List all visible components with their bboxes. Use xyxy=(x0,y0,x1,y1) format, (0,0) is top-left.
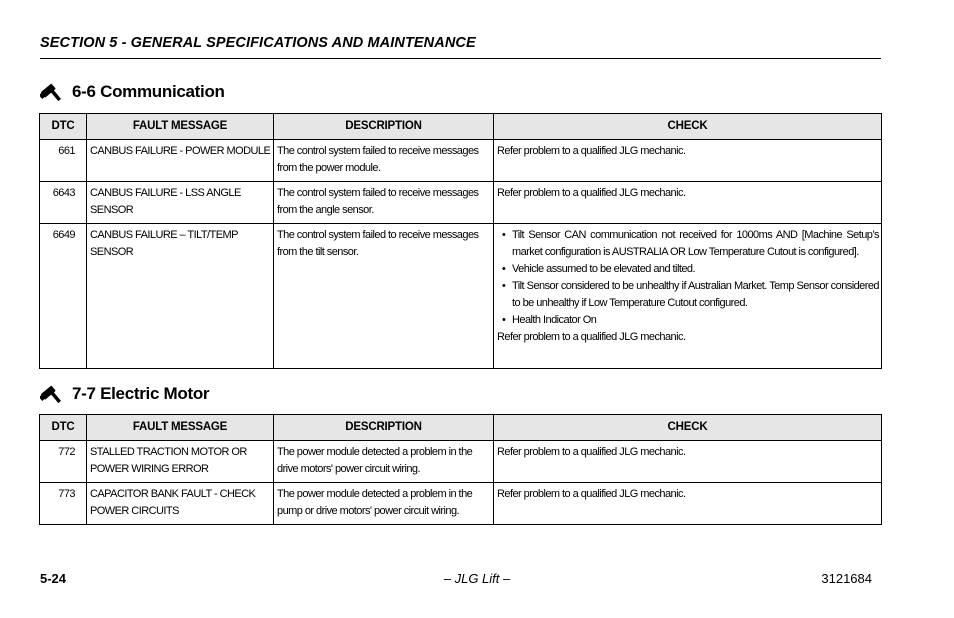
description-cell: The power module detected a problem in the pump or drive motors' power circuit wiring. xyxy=(274,483,494,525)
col-header-dtc: DTC xyxy=(40,114,87,140)
table-row xyxy=(40,182,882,224)
heading-electric-motor xyxy=(40,383,209,405)
hammer-icon xyxy=(40,81,64,103)
section-header: SECTION 5 - GENERAL SPECIFICATIONS AND MAINTENANCE xyxy=(40,35,476,51)
doc-number: 3121684 xyxy=(821,571,872,586)
table-row xyxy=(40,224,882,369)
description-cell: The control system failed to receive messages from the angle sensor. xyxy=(274,182,494,224)
check-bullet: • Vehicle assumed to be elevated and tilted. xyxy=(512,261,879,278)
section-title: 7-7 Electric Motor xyxy=(72,384,210,403)
fault-cell: CANBUS FAILURE - POWER MODULE xyxy=(87,140,274,182)
description-cell: The control system failed to receive messages from the power module. xyxy=(274,140,494,182)
check-cell: Refer problem to a qualified JLG mechanic. xyxy=(494,483,882,525)
check-cell: Refer problem to a qualified JLG mechanic. xyxy=(494,140,882,182)
hammer-icon xyxy=(40,383,64,405)
check-cell: Refer problem to a qualified JLG mechanic. xyxy=(494,182,882,224)
table-row xyxy=(40,483,882,525)
electric-motor-table xyxy=(39,414,882,525)
check-bullet: • Tilt Sensor considered to be unhealthy if Australian Market. Temp Sensor considered to be unhealthy if Low Temperature Cutout configured. xyxy=(512,278,879,312)
col-header-description: DESCRIPTION xyxy=(274,415,494,441)
check-note: Refer problem to a qualified JLG mechanic. xyxy=(497,331,686,343)
check-bullet-list xyxy=(497,227,879,329)
dtc-cell: 6649 xyxy=(40,224,87,369)
section-title: 6-6 Communication xyxy=(72,82,225,101)
description-cell: The control system failed to receive messages from the tilt sensor. xyxy=(274,224,494,369)
check-cell: Refer problem to a qualified JLG mechanic. xyxy=(494,441,882,483)
col-header-fault: FAULT MESSAGE xyxy=(87,415,274,441)
col-header-dtc: DTC xyxy=(40,415,87,441)
dtc-cell: 6643 xyxy=(40,182,87,224)
heading-communication xyxy=(40,81,225,103)
footer-brand: – JLG Lift – xyxy=(443,571,511,586)
fault-cell: CAPACITOR BANK FAULT - CHECK POWER CIRCUITS xyxy=(87,483,274,525)
communication-table xyxy=(39,113,882,369)
col-header-check: CHECK xyxy=(494,415,882,441)
dtc-cell: 772 xyxy=(40,441,87,483)
col-header-check: CHECK xyxy=(494,114,882,140)
table-row xyxy=(40,441,882,483)
col-header-fault: FAULT MESSAGE xyxy=(87,114,274,140)
check-bullet: • Health Indicator On xyxy=(512,312,879,329)
fault-cell: CANBUS FAILURE - LSS ANGLE SENSOR xyxy=(87,182,274,224)
fault-cell: STALLED TRACTION MOTOR OR POWER WIRING ERROR xyxy=(87,441,274,483)
table-row xyxy=(40,140,882,182)
col-header-description: DESCRIPTION xyxy=(274,114,494,140)
fault-cell: CANBUS FAILURE – TILT/TEMP SENSOR xyxy=(87,224,274,369)
dtc-cell: 661 xyxy=(40,140,87,182)
page-number: 5-24 xyxy=(40,571,67,586)
table-header-row xyxy=(40,415,882,441)
check-cell xyxy=(494,224,882,369)
table-header-row xyxy=(40,114,882,140)
description-cell: The power module detected a problem in the drive motors' power circuit wiring. xyxy=(274,441,494,483)
header-rule xyxy=(40,58,881,59)
check-bullet: • Tilt Sensor CAN communication not received for 1000ms AND [Machine Setup’s market configuration is AUSTRALIA OR Low Temperature Cutout is configured]. xyxy=(512,227,879,261)
dtc-cell: 773 xyxy=(40,483,87,525)
